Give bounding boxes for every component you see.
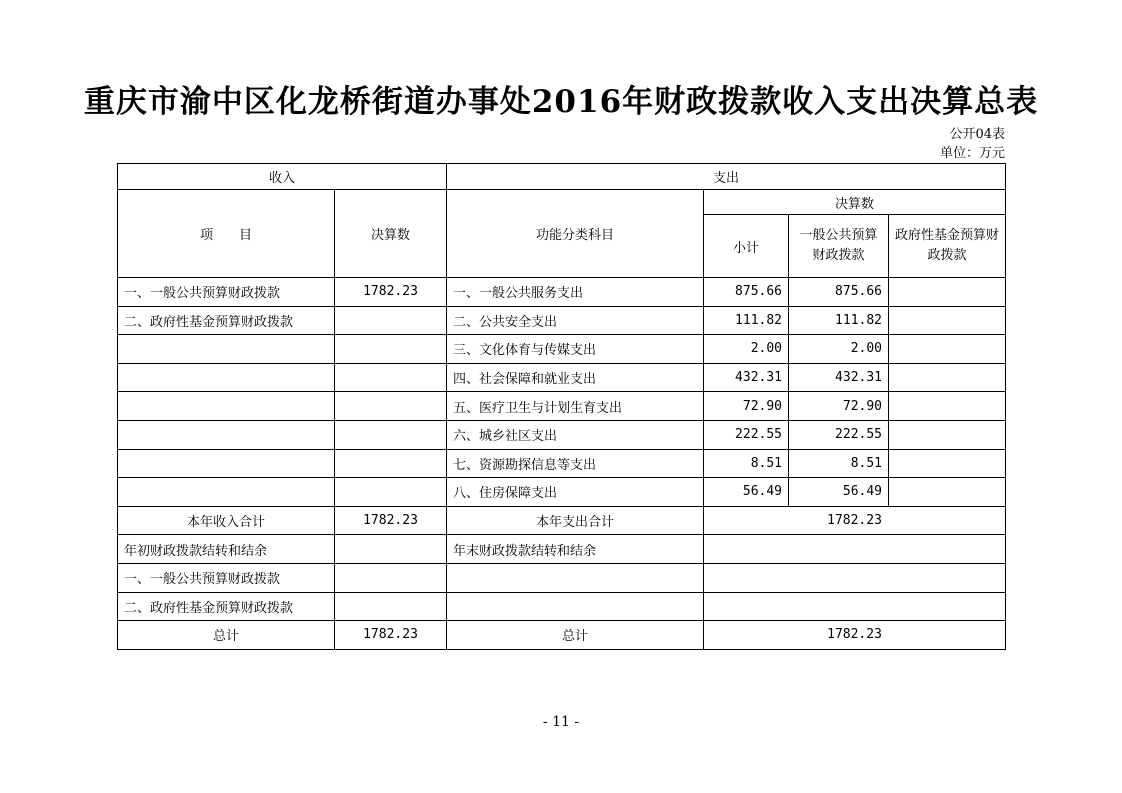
subtotal-value: 8.51 bbox=[704, 449, 789, 478]
year-income-total-label: 本年收入合计 bbox=[118, 506, 335, 535]
subtotal-value: 111.82 bbox=[704, 306, 789, 335]
carryover-sub-expense bbox=[447, 592, 704, 621]
income-amount: 1782.23 bbox=[335, 278, 447, 307]
fund-value bbox=[889, 392, 1006, 421]
item-header: 项 目 bbox=[118, 190, 335, 278]
subtotal-header: 小计 bbox=[704, 215, 789, 278]
form-number: 公开04表 bbox=[949, 127, 1005, 142]
income-item bbox=[118, 420, 335, 449]
fund-value bbox=[889, 335, 1006, 364]
year-expense-total-amount: 1782.23 bbox=[704, 506, 1006, 535]
expense-item: 五、医疗卫生与计划生育支出 bbox=[447, 392, 704, 421]
general-value: 111.82 bbox=[789, 306, 889, 335]
carryover-sub-expense-amount bbox=[704, 592, 1006, 621]
general-value: 2.00 bbox=[789, 335, 889, 364]
expense-item: 一、一般公共服务支出 bbox=[447, 278, 704, 307]
grand-expense-total-amount: 1782.23 bbox=[704, 621, 1006, 650]
grand-expense-total-label: 总计 bbox=[447, 621, 704, 650]
fund-value bbox=[889, 478, 1006, 507]
expense-item: 四、社会保障和就业支出 bbox=[447, 363, 704, 392]
final-amount-right-header: 决算数 bbox=[704, 190, 1006, 215]
table-row bbox=[118, 363, 1006, 392]
income-item bbox=[118, 392, 335, 421]
income-item bbox=[118, 363, 335, 392]
carryover-row bbox=[118, 535, 1006, 564]
table-row bbox=[118, 420, 1006, 449]
income-item bbox=[118, 335, 335, 364]
subtotal-value: 432.31 bbox=[704, 363, 789, 392]
carryover-sub-row bbox=[118, 563, 1006, 592]
page-title: 重庆市渝中区化龙桥街道办事处2016年财政拨款收入支出决算总表 bbox=[83, 84, 1039, 120]
income-amount bbox=[335, 478, 447, 507]
income-amount bbox=[335, 335, 447, 364]
page-number: - 11 - bbox=[542, 714, 580, 730]
carryover-income-amount bbox=[335, 535, 447, 564]
carryover-sub-amount bbox=[335, 563, 447, 592]
carryover-income-label: 年初财政拨款结转和结余 bbox=[118, 535, 335, 564]
fund-value bbox=[889, 306, 1006, 335]
carryover-sub-item: 一、一般公共预算财政拨款 bbox=[118, 563, 335, 592]
general-value: 56.49 bbox=[789, 478, 889, 507]
year-income-total-amount: 1782.23 bbox=[335, 506, 447, 535]
expense-item: 三、文化体育与传媒支出 bbox=[447, 335, 704, 364]
general-value: 875.66 bbox=[789, 278, 889, 307]
table-row bbox=[118, 392, 1006, 421]
grand-income-total-amount: 1782.23 bbox=[335, 621, 447, 650]
carryover-expense-label: 年末财政拨款结转和结余 bbox=[447, 535, 704, 564]
income-item: 二、政府性基金预算财政拨款 bbox=[118, 306, 335, 335]
gov-fund-header: 政府性基金预算财政拨款 bbox=[889, 215, 1006, 278]
budget-table bbox=[117, 163, 1006, 650]
grand-income-total-label: 总计 bbox=[118, 621, 335, 650]
unit-label: 单位：万元 bbox=[939, 146, 1005, 161]
expense-item: 六、城乡社区支出 bbox=[447, 420, 704, 449]
carryover-sub-item: 二、政府性基金预算财政拨款 bbox=[118, 592, 335, 621]
income-amount bbox=[335, 306, 447, 335]
expense-header: 支出 bbox=[447, 164, 1006, 190]
fund-value bbox=[889, 278, 1006, 307]
income-item: 一、一般公共预算财政拨款 bbox=[118, 278, 335, 307]
carryover-expense-amount bbox=[704, 535, 1006, 564]
header-row-mid bbox=[118, 190, 1006, 215]
general-value: 432.31 bbox=[789, 363, 889, 392]
fund-value bbox=[889, 420, 1006, 449]
subtotal-value: 222.55 bbox=[704, 420, 789, 449]
fund-value bbox=[889, 449, 1006, 478]
general-value: 222.55 bbox=[789, 420, 889, 449]
final-amount-header: 决算数 bbox=[335, 190, 447, 278]
table-row bbox=[118, 478, 1006, 507]
year-total-row bbox=[118, 506, 1006, 535]
fund-value bbox=[889, 363, 1006, 392]
expense-item: 七、资源勘探信息等支出 bbox=[447, 449, 704, 478]
table-row bbox=[118, 335, 1006, 364]
income-amount bbox=[335, 449, 447, 478]
income-item bbox=[118, 478, 335, 507]
income-item bbox=[118, 449, 335, 478]
carryover-sub-amount bbox=[335, 592, 447, 621]
subtotal-value: 875.66 bbox=[704, 278, 789, 307]
carryover-sub-expense bbox=[447, 563, 704, 592]
general-budget-header: 一般公共预算财政拨款 bbox=[789, 215, 889, 278]
table-row bbox=[118, 306, 1006, 335]
income-amount bbox=[335, 420, 447, 449]
header-row-top bbox=[118, 164, 1006, 190]
table-row bbox=[118, 278, 1006, 307]
general-value: 8.51 bbox=[789, 449, 889, 478]
income-amount bbox=[335, 363, 447, 392]
general-value: 72.90 bbox=[789, 392, 889, 421]
income-amount bbox=[335, 392, 447, 421]
subtotal-value: 72.90 bbox=[704, 392, 789, 421]
func-category-header: 功能分类科目 bbox=[447, 190, 704, 278]
carryover-sub-row bbox=[118, 592, 1006, 621]
subtotal-value: 56.49 bbox=[704, 478, 789, 507]
expense-item: 八、住房保障支出 bbox=[447, 478, 704, 507]
table-row bbox=[118, 449, 1006, 478]
year-expense-total-label: 本年支出合计 bbox=[447, 506, 704, 535]
income-header: 收入 bbox=[118, 164, 447, 190]
grand-total-row bbox=[118, 621, 1006, 650]
carryover-sub-expense-amount bbox=[704, 563, 1006, 592]
subtotal-value: 2.00 bbox=[704, 335, 789, 364]
expense-item: 二、公共安全支出 bbox=[447, 306, 704, 335]
